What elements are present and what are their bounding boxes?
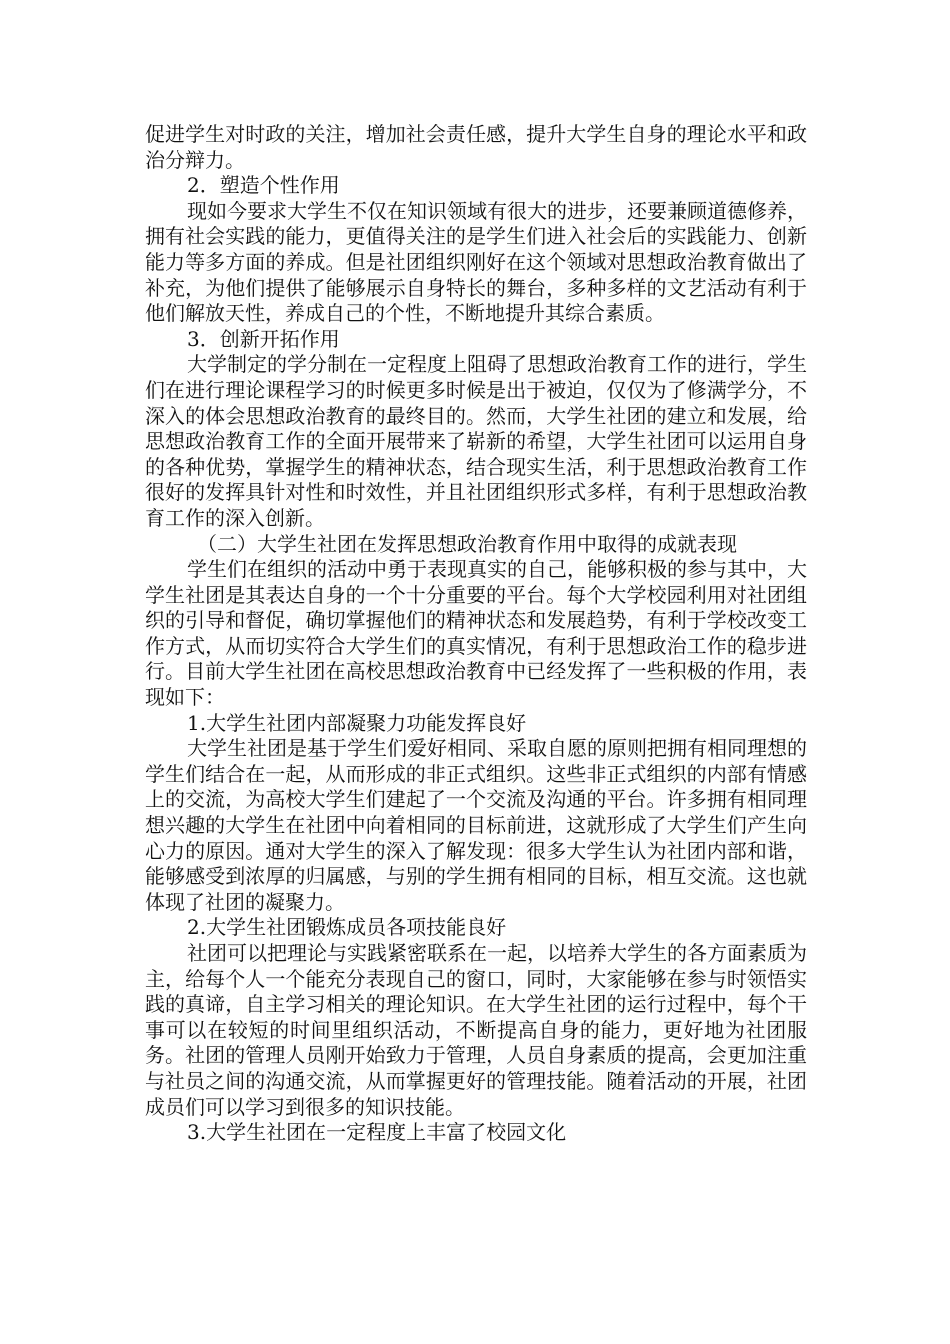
section-heading-campus-culture: 3.大学生社团在一定程度上丰富了校园文化 (187, 1120, 567, 1145)
paragraph-intro-continuation: 促进学生对时政的关注，增加社会责任感，提升大学生自身的理论水平和政治分辩力。 (145, 122, 807, 172)
section-heading-innovation: 3．创新开拓作用 (187, 326, 340, 351)
paragraph-skills: 社团可以把理论与实践紧密联系在一起，以培养大学生的各方面素质为主，给每个人一个能充分表现自己的窗口，同时，大家能够在参与时领悟实践的真谛，自主学习相关的理论知识。在大学生社团的运行过程中，每个干事可以在较短的时间里组织活动，不断提高自身的能力，更好地为社团服务。社团的管理人员刚开始致力于管理，人员自身素质的提高，会更加注重与社员之间的沟通交流，从而掌握更好的管理技能。随着活动的开展，社团成员们可以学习到很多的知识技能。 (145, 941, 807, 1119)
document-page (145, 122, 807, 1146)
paragraph-innovation: 大学制定的学分制在一定程度上阻碍了思想政治教育工作的进行，学生们在进行理论课程学习的时候更多时候是出于被迫，仅仅为了修满学分，不深入的体会思想政治教育的最终目的。然而，大学生社团的建立和发展，给思想政治教育工作的全面开展带来了崭新的希望，大学生社团可以运用自身的各种优势，掌握学生的精神状态，结合现实生活，利于思想政治教育工作很好的发挥具针对性和时效性，并且社团组织形式多样，有利于思想政治教育工作的深入创新。 (145, 352, 807, 530)
paragraph-achievements: 学生们在组织的活动中勇于表现真实的自己，能够积极的参与其中，大学生社团是其表达自身的一个十分重要的平台。每个大学校园利用对社团组织的引导和督促，确切掌握他们的精神状态和发展趋势，有利于学校改变工作方式，从而切实符合大学生们的真实情况，有利于思想政治工作的稳步进行。目前大学生社团在高校思想政治教育中已经发挥了一些积极的作用，表现如下： (145, 557, 807, 710)
section-heading-shape-personality: 2．塑造个性作用 (187, 173, 340, 198)
paragraph-shape-personality: 现如今要求大学生不仅在知识领域有很大的进步，还要兼顾道德修养，拥有社会实践的能力，更值得关注的是学生们进入社会后的实践能力、创新能力等多方面的养成。但是社团组织刚好在这个领域对思想政治教育做出了补充，为他们提供了能够展示自身特长的舞台，多种多样的文艺活动有利于他们解放天性，养成自己的个性，不断地提升其综合素质。 (145, 198, 807, 326)
section-heading-cohesion: 1.大学生社团内部凝聚力功能发挥良好 (187, 710, 527, 735)
section-heading-achievements: （二）大学生社团在发挥思想政治教育作用中取得的成就表现 (197, 531, 737, 556)
section-heading-skills: 2.大学生社团锻炼成员各项技能良好 (187, 915, 507, 940)
paragraph-cohesion: 大学生社团是基于学生们爱好相同、采取自愿的原则把拥有相同理想的学生们结合在一起，从而形成的非正式组织。这些非正式组织的内部有情感上的交流，为高校大学生们建起了一个交流及沟通的平台。许多拥有相同理想兴趣的大学生在社团中向着相同的目标前进，这就形成了大学生们产生向心力的原因。通对大学生的深入了解发现：很多大学生认为社团内部和谐，能够感受到浓厚的归属感，与别的学生拥有相同的目标，相互交流。这也就体现了社团的凝聚力。 (145, 736, 807, 914)
